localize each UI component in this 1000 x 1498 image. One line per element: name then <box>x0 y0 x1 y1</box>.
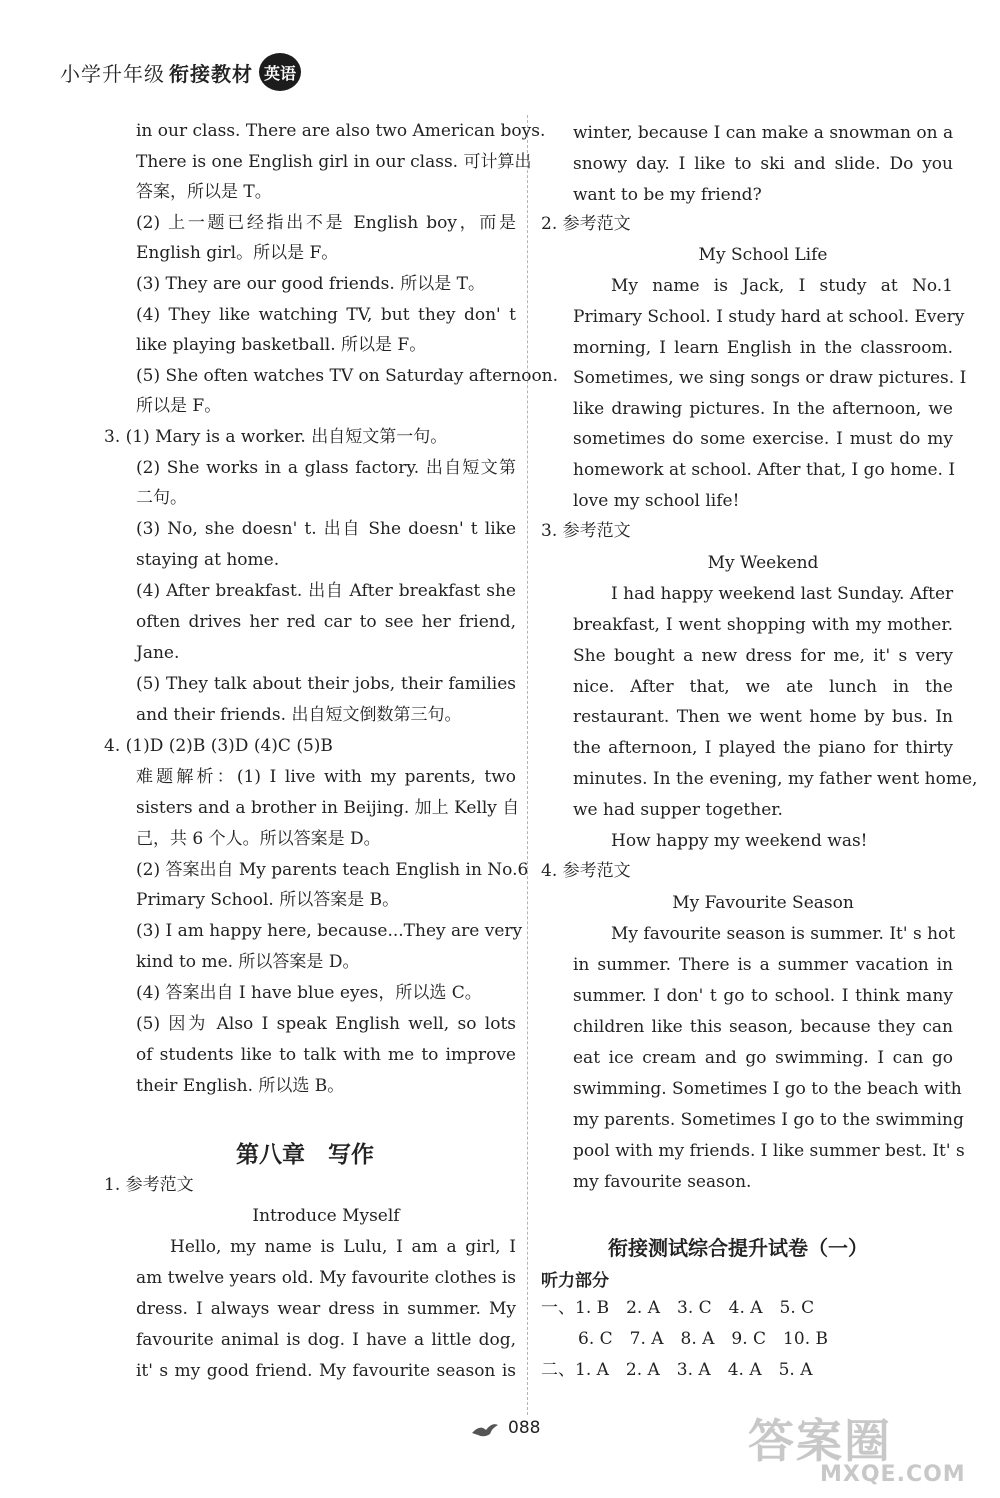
text-line: often drives her red car to see her friend, <box>136 612 516 632</box>
text-line: we had supper together. <box>573 800 783 820</box>
text-line: (2) 答案出自 My parents teach English in No.6 <box>136 860 529 880</box>
text-line: 3. (1) Mary is a worker. 出自短文第一句。 <box>104 427 448 447</box>
text-line: (2) 上一题已经指出不是 English boy，而是 <box>136 213 516 233</box>
text-line: There is one English girl in our class. 可计算出 <box>136 152 532 172</box>
text-line: the afternoon, I played the piano for thirty <box>573 738 953 758</box>
text-line: 1. 参考范文 <box>104 1175 194 1195</box>
text-line: Primary School. 所以答案是 B。 <box>136 890 400 910</box>
text-line: kind to me. 所以答案是 D。 <box>136 952 360 972</box>
text-line: their English. 所以选 B。 <box>136 1076 345 1096</box>
text-line: 4. (1)D (2)B (3)D (4)C (5)B <box>104 736 333 756</box>
text-line: 二句。 <box>136 488 187 508</box>
watermark-logo: 答案圈 <box>748 1414 892 1468</box>
essay-title: My School Life <box>698 245 828 265</box>
text-line: (5) They talk about their jobs, their families <box>136 674 516 694</box>
series-label: 小学升年级 <box>60 61 165 86</box>
text-line: I had happy weekend last Sunday. After <box>611 584 954 604</box>
page-header <box>60 52 301 92</box>
text-line: 所以是 F。 <box>136 396 222 416</box>
text-line: favourite animal is dog. I have a little dog, <box>136 1330 516 1350</box>
text-line: morning, I learn English in the classroom. <box>573 338 953 358</box>
text-line: (5) 因为 Also I speak English well, so lots <box>136 1014 516 1034</box>
text-line: (3) I am happy here, because...They are very <box>136 921 523 941</box>
answer-line: 6. C 7. A 8. A 9. C 10. B <box>578 1329 828 1349</box>
text-line: (4) 答案出自 I have blue eyes，所以选 C。 <box>136 983 482 1003</box>
text-line: 答案，所以是 T。 <box>136 182 272 202</box>
text-line: English girl。所以是 F。 <box>136 243 339 263</box>
text-line: dress. I always wear dress in summer. My <box>136 1299 516 1319</box>
text-line: staying at home. <box>136 550 280 570</box>
text-line: sometimes do some exercise. I must do my <box>573 429 953 449</box>
essay-title: Introduce Myself <box>252 1206 400 1226</box>
text-line: 2. 参考范文 <box>541 214 631 234</box>
text-line: breakfast, I went shopping with my mother. <box>573 615 953 635</box>
essay-title: My Favourite Season <box>672 893 854 913</box>
text-line: swimming. Sometimes I go to the beach with <box>573 1079 962 1099</box>
text-line: winter, because I can make a snowman on a <box>573 123 954 143</box>
text-line: like drawing pictures. In the afternoon, we <box>573 399 953 419</box>
text-line: summer. I don' t go to school. I think many <box>573 986 953 1006</box>
text-line: 己，共 6 个人。所以答案是 D。 <box>136 829 381 849</box>
text-line: love my school life! <box>573 491 740 511</box>
watermark-url: MXQE.COM <box>820 1462 966 1487</box>
footer-bird-icon <box>470 1418 500 1440</box>
essay-title: My Weekend <box>707 553 819 573</box>
text-line: my favourite season. <box>573 1172 752 1192</box>
answer-line: 二、1. A 2. A 3. A 4. A 5. A <box>541 1360 813 1380</box>
text-line: (2) She works in a glass factory. 出自短文第 <box>136 458 516 478</box>
text-line: Jane. <box>136 643 180 663</box>
text-line: Primary School. I study hard at school. Every <box>573 307 965 327</box>
text-line: in summer. There is a summer vacation in <box>573 955 953 975</box>
text-line: homework at school. After that, I go home. I <box>573 460 956 480</box>
text-line: nice. After that, we ate lunch in the <box>573 677 953 697</box>
text-line: (3) No, she doesn' t. 出自 She doesn' t like <box>136 519 516 539</box>
text-line: eat ice cream and go swimming. I can go <box>573 1048 953 1068</box>
text-line: my parents. Sometimes I go to the swimming <box>573 1110 964 1130</box>
text-line: (4) After breakfast. 出自 After breakfast she <box>136 581 516 601</box>
text-line: it' s my good friend. My favourite season is <box>136 1361 516 1381</box>
text-line: snowy day. I like to ski and slide. Do you <box>573 154 953 174</box>
text-line: Hello, my name is Lulu, I am a girl, I <box>170 1237 516 1257</box>
page-number: 088 <box>508 1418 541 1438</box>
text-line: My name is Jack, I study at No.1 <box>611 276 953 296</box>
text-line: of students like to talk with me to improve <box>136 1045 516 1065</box>
text-line: in our class. There are also two American boys. <box>136 121 546 141</box>
column-divider <box>527 115 528 1415</box>
chapter-title: 第八章 写作 <box>236 1142 374 1168</box>
test-title: 衔接测试综合提升试卷（一） <box>608 1236 868 1260</box>
text-line: My favourite season is summer. It' s hot <box>611 924 956 944</box>
subject-badge: 英语 <box>259 53 301 91</box>
text-line: 4. 参考范文 <box>541 861 631 881</box>
text-line: 难题解析：(1) I live with my parents, two <box>136 767 516 787</box>
text-line: How happy my weekend was! <box>611 831 868 851</box>
text-line: (3) They are our good friends. 所以是 T。 <box>136 274 485 294</box>
text-line: pool with my friends. I like summer best. It' s <box>573 1141 965 1161</box>
book-title: 衔接教材 <box>169 61 253 86</box>
text-line: Sometimes, we sing songs or draw pictures. I <box>573 368 967 388</box>
text-line: children like this season, because they can <box>573 1017 953 1037</box>
text-line: am twelve years old. My favourite clothes is <box>136 1268 516 1288</box>
text-line: restaurant. Then we went home by bus. In <box>573 707 953 727</box>
text-line: (4) They like watching TV, but they don' t <box>136 305 516 325</box>
text-line: 3. 参考范文 <box>541 521 631 541</box>
section-heading: 听力部分 <box>541 1271 609 1291</box>
answer-line: 一、1. B 2. A 3. C 4. A 5. C <box>541 1298 815 1318</box>
text-line: She bought a new dress for me, it' s very <box>573 646 953 666</box>
text-line: sisters and a brother in Beijing. 加上 Kelly 自 <box>136 798 520 818</box>
text-line: minutes. In the evening, my father went home, <box>573 769 978 789</box>
text-line: (5) She often watches TV on Saturday afternoon. <box>136 366 559 386</box>
text-line: like playing basketball. 所以是 F。 <box>136 335 427 355</box>
text-line: want to be my friend? <box>573 185 762 205</box>
text-line: and their friends. 出自短文倒数第三句。 <box>136 705 462 725</box>
